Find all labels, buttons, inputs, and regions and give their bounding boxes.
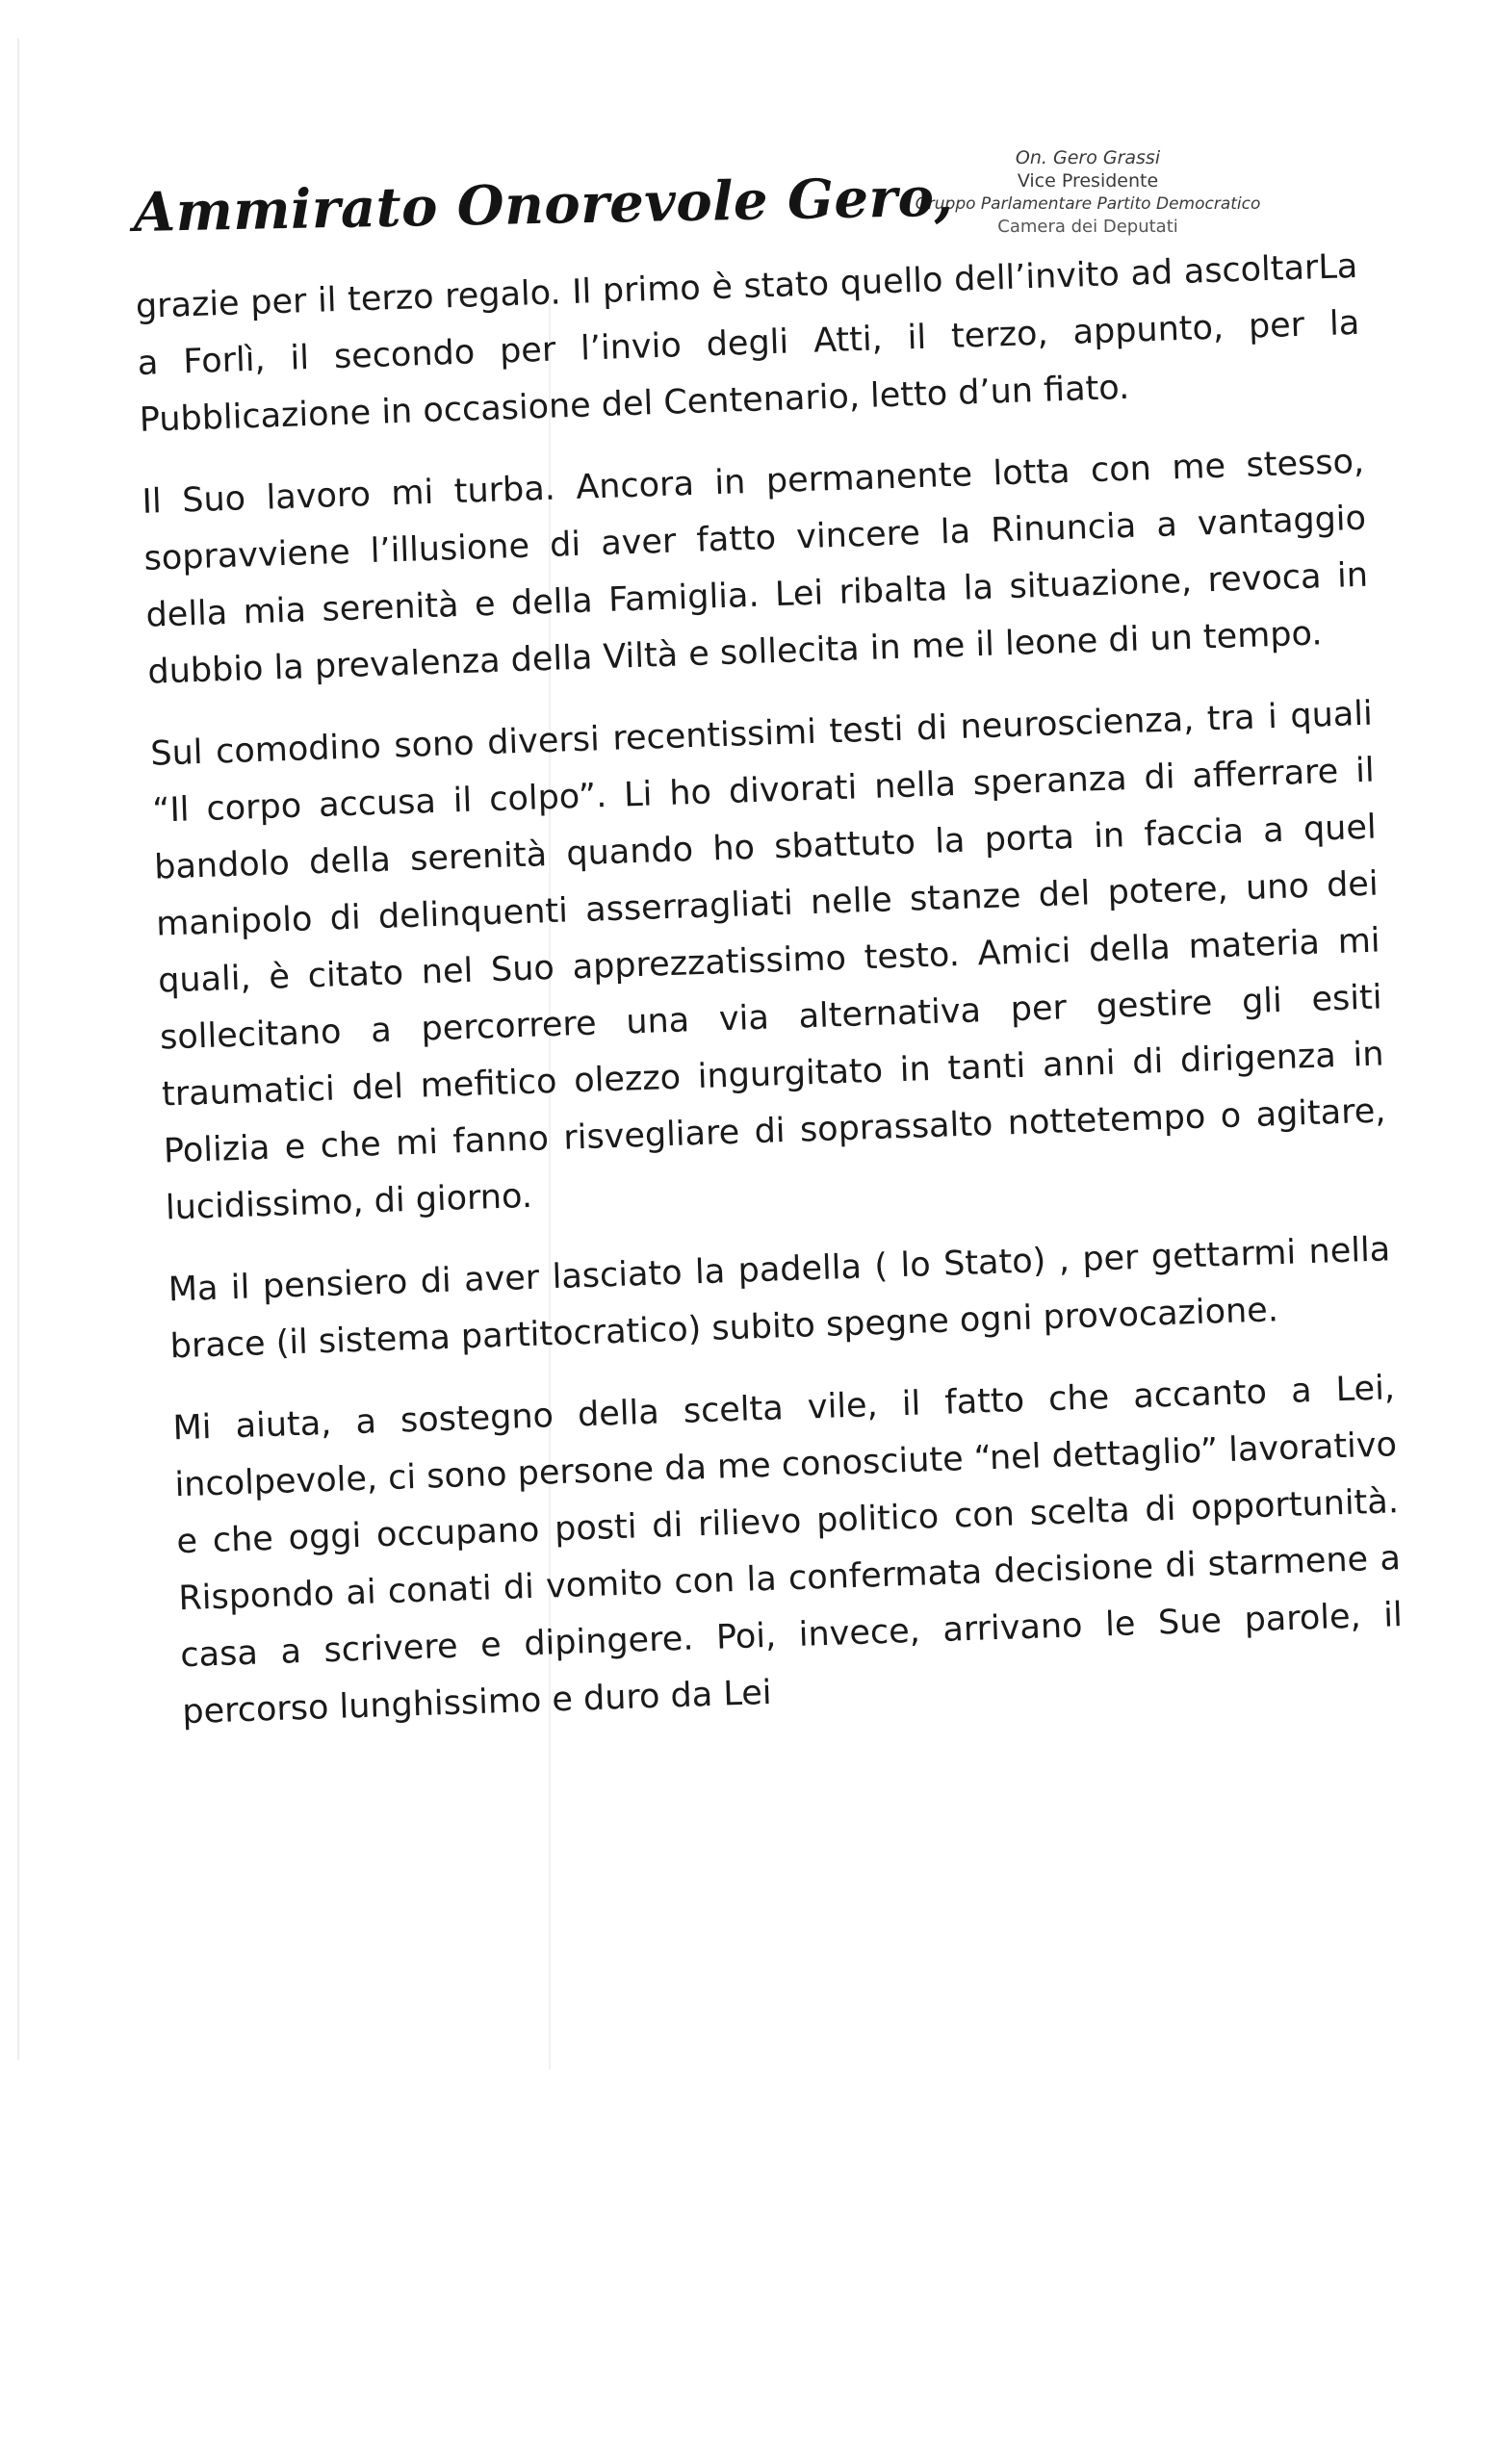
letter-body: [135, 239, 1406, 1766]
paragraph-3: Sul comodino sono diversi recentissimi testi di neuroscienza, tra i quali “Il corpo accusa il colpo”. Li ho divorati nella speranza di afferrare il bandolo della serenità quando ho sbattuto la porta in faccia a quel manipolo di delinquenti asserragliati nelle stanze del potere, uno dei quali, è citato nel Suo apprezzatissimo testo. Amici della materia mi sollecitano a percorrere una via alternativa per gestire gli esiti traumatici del mefitico olezzo ingurgitato in tanti anni di dirigenza in Polizia e che mi fanno risvegliare di soprassalto nottetempo o agitare, lucidissimo, di giorno.: [149, 694, 1387, 1228]
paragraph-5: Mi aiuta, a sostegno della scelta vile, il fatto che accanto a Lei, incolpevole, ci sono persone da me conosciute “nel dettaglio” lavorativo e che oggi occupano posti di rilievo politico con scelta di opportunità. Rispondo ai conati di vomito con la confermata decisione di starmene a casa a scrivere e dipingere. Poi, invece, arrivano le Sue parole, il percorso lunghissimo e duro da Lei: [171, 1369, 1404, 1732]
letterhead-name: On. Gero Grassi: [1015, 147, 1161, 168]
paragraph-1: grazie per il terzo regalo. Il primo è stato quello dell’invito ad ascoltarLa a Forlì, il secondo per l’invio degli Atti, il terzo, appunto, per la Pubblicazione in occasione del Centenario, letto d’un fiato.: [135, 246, 1360, 440]
salutation: Ammirato Onorevole Gero,: [133, 165, 954, 244]
letterhead-house: Camera dei Deputati: [997, 217, 1178, 237]
letterhead-role: Vice Presidente: [1017, 170, 1159, 192]
paragraph-2: Il Suo lavoro mi turba. Ancora in permanente lotta con me stesso, sopravviene l’illusione di aver fatto vincere la Rinuncia a vantaggio della mia serenità e della Famiglia. Lei ribalta la situazione, revoca in dubbio la prevalenza della Viltà e sollecita in me il leone di un tempo.: [142, 442, 1369, 692]
letterhead-group: Gruppo Parlamentare Partito Democratico: [915, 194, 1261, 214]
paragraph-4: Ma il pensiero di aver lasciato la padella ( lo Stato) , per gettarmi nella brace (il sistema partitocratico) subito spegne ogni provocazione.: [168, 1230, 1391, 1367]
scan-artifact-left: [17, 38, 19, 2060]
